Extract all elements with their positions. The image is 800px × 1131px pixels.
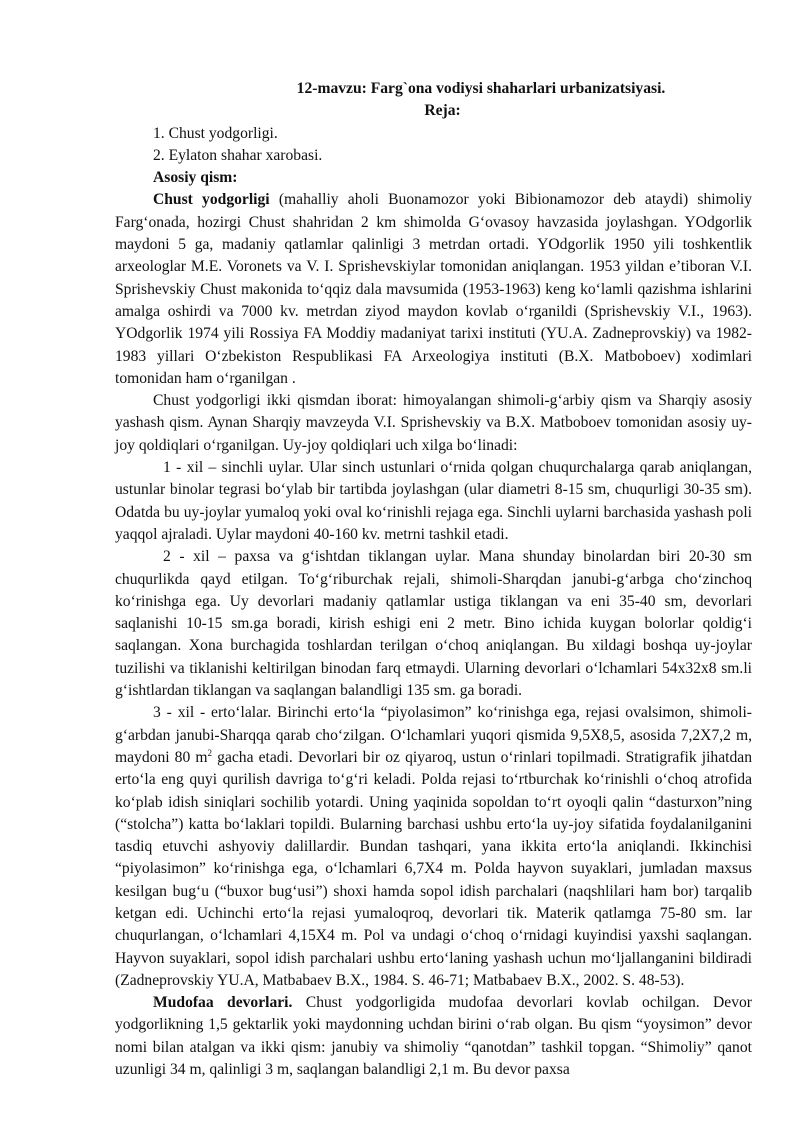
paragraph-type-2: 2 - xil – paxsa va g‘ishtdan tiklangan uylar. Mana shunday binolardan biri 20-30 sm chuqurlikda qayd etilgan. To‘g‘riburchak rejali, shimoli-Sharqdan janubi-g‘arbga cho‘zinchoq ko‘rinishga ega. Uy devorlari madaniy qatlamlar ustiga tiklangan va eni 35-40 sm, devorlari saqlanishi 10-15 sm.ga boradi, kirish eshigi eni 2 metr. Bino ichida kuygan bolorlar qoldig‘i saqlangan. Xona burchagida toshlardan terilgan o‘choq aniqlangan. Bu xildagi boshqa uy-joylar tuzilishi va tiklanishi keltirilgan binodan farq etmaydi. Ularning devorlari o‘lchamlari 54x32x8 sm.li g‘ishtlardan tiklangan va saqlangan balandligi 135 sm. ga boradi. <box>115 548 752 700</box>
paragraph-chust-intro <box>115 189 752 390</box>
document-title: 12-mavzu: Farg`ona vodiysi shaharlari urbanizatsiyasi. <box>296 80 666 97</box>
paragraph-lead: Mudofaa devorlari. <box>153 994 293 1012</box>
paragraph-text-continued: gacha etadi. Devorlari bir oz qiyaroq, ustun o‘rinlari topilmadi. Stratigrafik jihatdan erto‘la eng quyi qurilish davriga to‘g‘ri keladi. Polda rejasi to‘rtburchak ko‘rinishli o‘choq atrofida ko‘plab idish siniqlari sochilib yotardi. Uning yaqinida sopoldan to‘rt oyoqli qalin “dasturxon”ning (“stolcha”) katta bo‘laklari topildi. Bularning barchasi ushbu erto‘la uy-joy sifatida foydalanilganini tasdiq etuvchi ashyoviy dalillardir. Bundan tashqari, yana ikkita erto‘la aniqlandi. Ikkinchisi “piyolasimon” ko‘rinishga ega, o‘lchamlari 6,7X4 m. Polda hayvon suyaklari, jumladan maxsus kesilgan bug‘u (“buxor bug‘usi”) shoxi hamda sopol idish parchalari (naqshlilari ham bor) tarqalib ketgan edi. Uchinchi erto‘la rejasi yumaloqroq, devorlari tik. Materik qatlamga 75-80 sm. lar chuqurlangan, o‘lchamlari 4,15X4 m. Pol va undagi o‘choq o‘rnidagi kuyindisi yaxshi saqlangan. Hayvon suyaklari, sopol idish parchalari ushbu erto‘laning yashash uchun mo‘ljallanganini bildiradi (Zadneprovskiy YU.A, Matbabaev B.X., 1984. S. 46-71; Matbabaev B.X., 2002. S. 48-53). <box>115 748 752 989</box>
paragraph-text: 3 - xil - erto‘lalar. Birinchi erto‘la “piyolasimon” ko‘rinishga ega, rejasi ovalsimon, shimoli-g‘arbdan janubi-Sharqqa qarab cho‘zilgan. O‘lchamlari yuqori qismida 9,5X8,5, asosida 7,2X7,2 m, maydoni 80 m <box>115 704 752 766</box>
paragraph-type-3 <box>115 702 752 992</box>
main-section-heading: Asosiy qism: <box>153 169 238 187</box>
paragraph-text: Chust yodgorligida mudofaa devorlari kovlab ochilgan. Devor yodgorlikning 1,5 gektarlik yoki maydonning uchdan birini o‘rab olgan. Bu qism “yoysimon” devor nomi bilan atalgan va ikki qism: janubiy va shimoliy “qanotdan” tashkil topgan. “Shimoliy” qanot uzunligi 34 m, qalinligi 3 m, saqlangan balandligi 2,1 m. Bu devor paxsa <box>115 994 753 1079</box>
paragraph-defense-walls <box>115 992 752 1081</box>
paragraph-type-1: 1 - xil – sinchli uylar. Ular sinch ustunlari o‘rnida qolgan chuqurchalarga qarab aniqlangan, ustunlar binolar tegrasi bo‘ylab bir tartibda joylashgan (ular diametri 8-15 sm, chuqurligi 30-35 sm). Odatda bu uy-joylar yumaloq yoki oval ko‘rinishli rejaga ega. Sinchli uylarni barchasida yashash poli yaqqol ajraladi. Uylar maydoni 40-160 kv. metrni tashkil etadi. <box>115 459 752 543</box>
paragraph-text: (mahalliy aholi Buonamozor yoki Bibionamozor deb ataydi) shimoliy Farg‘onada, hozirgi Chust shahridan 2 km shimolda G‘ovasoy havzasida joylashgan. YOdgorlik maydoni 5 ga, madaniy qatlamlar qalinligi 3 metrdan ortadi. YOdgorlik 1950 yili toshkentlik arxeologlar M.E. Voronets va V. I. Sprishevskiylar tomonidan aniqlangan. 1953 yildan e’tiboran V.I. Sprishevskiy Chust makonida to‘qqiz dala mavsumida (1953-1963) keng ko‘lamli qazishma ishlarini amalga oshirdi va 7000 kv. metrdan ziyod maydon kovlab o‘rganildi (Sprishevskiy V.I., 1963). YOdgorlik 1974 yili Rossiya FA Moddiy madaniyat tarixi instituti (YU.A. Zadneprovskiy) va 1982-1983 yillari O‘zbekiston Respublikasi FA Arxeologiya instituti (B.X. Matboboev) xodimlari tomonidan ham o‘rganilgan . <box>115 191 752 387</box>
plan-item-1: 1. Chust yodgorligi. <box>153 124 278 142</box>
superscript: 2 <box>207 747 213 758</box>
plan-heading: Reja: <box>424 102 461 120</box>
paragraph-lead: Chust yodgorligi <box>153 191 270 209</box>
paragraph-structure: Chust yodgorligi ikki qismdan iborat: himoyalangan shimoli-g‘arbiy qism va Sharqiy asosiy yashash qism. Aynan Sharqiy mavzeyda V.I. Sprishevskiy va B.X. Matboboev tomonidan asosiy uy-joy qoldiqlari o‘rganilgan. Uy-joy qoldiqlari uch xilga bo‘linadi: <box>115 392 752 454</box>
plan-item-2: 2. Eylaton shahar xarobasi. <box>153 146 323 164</box>
